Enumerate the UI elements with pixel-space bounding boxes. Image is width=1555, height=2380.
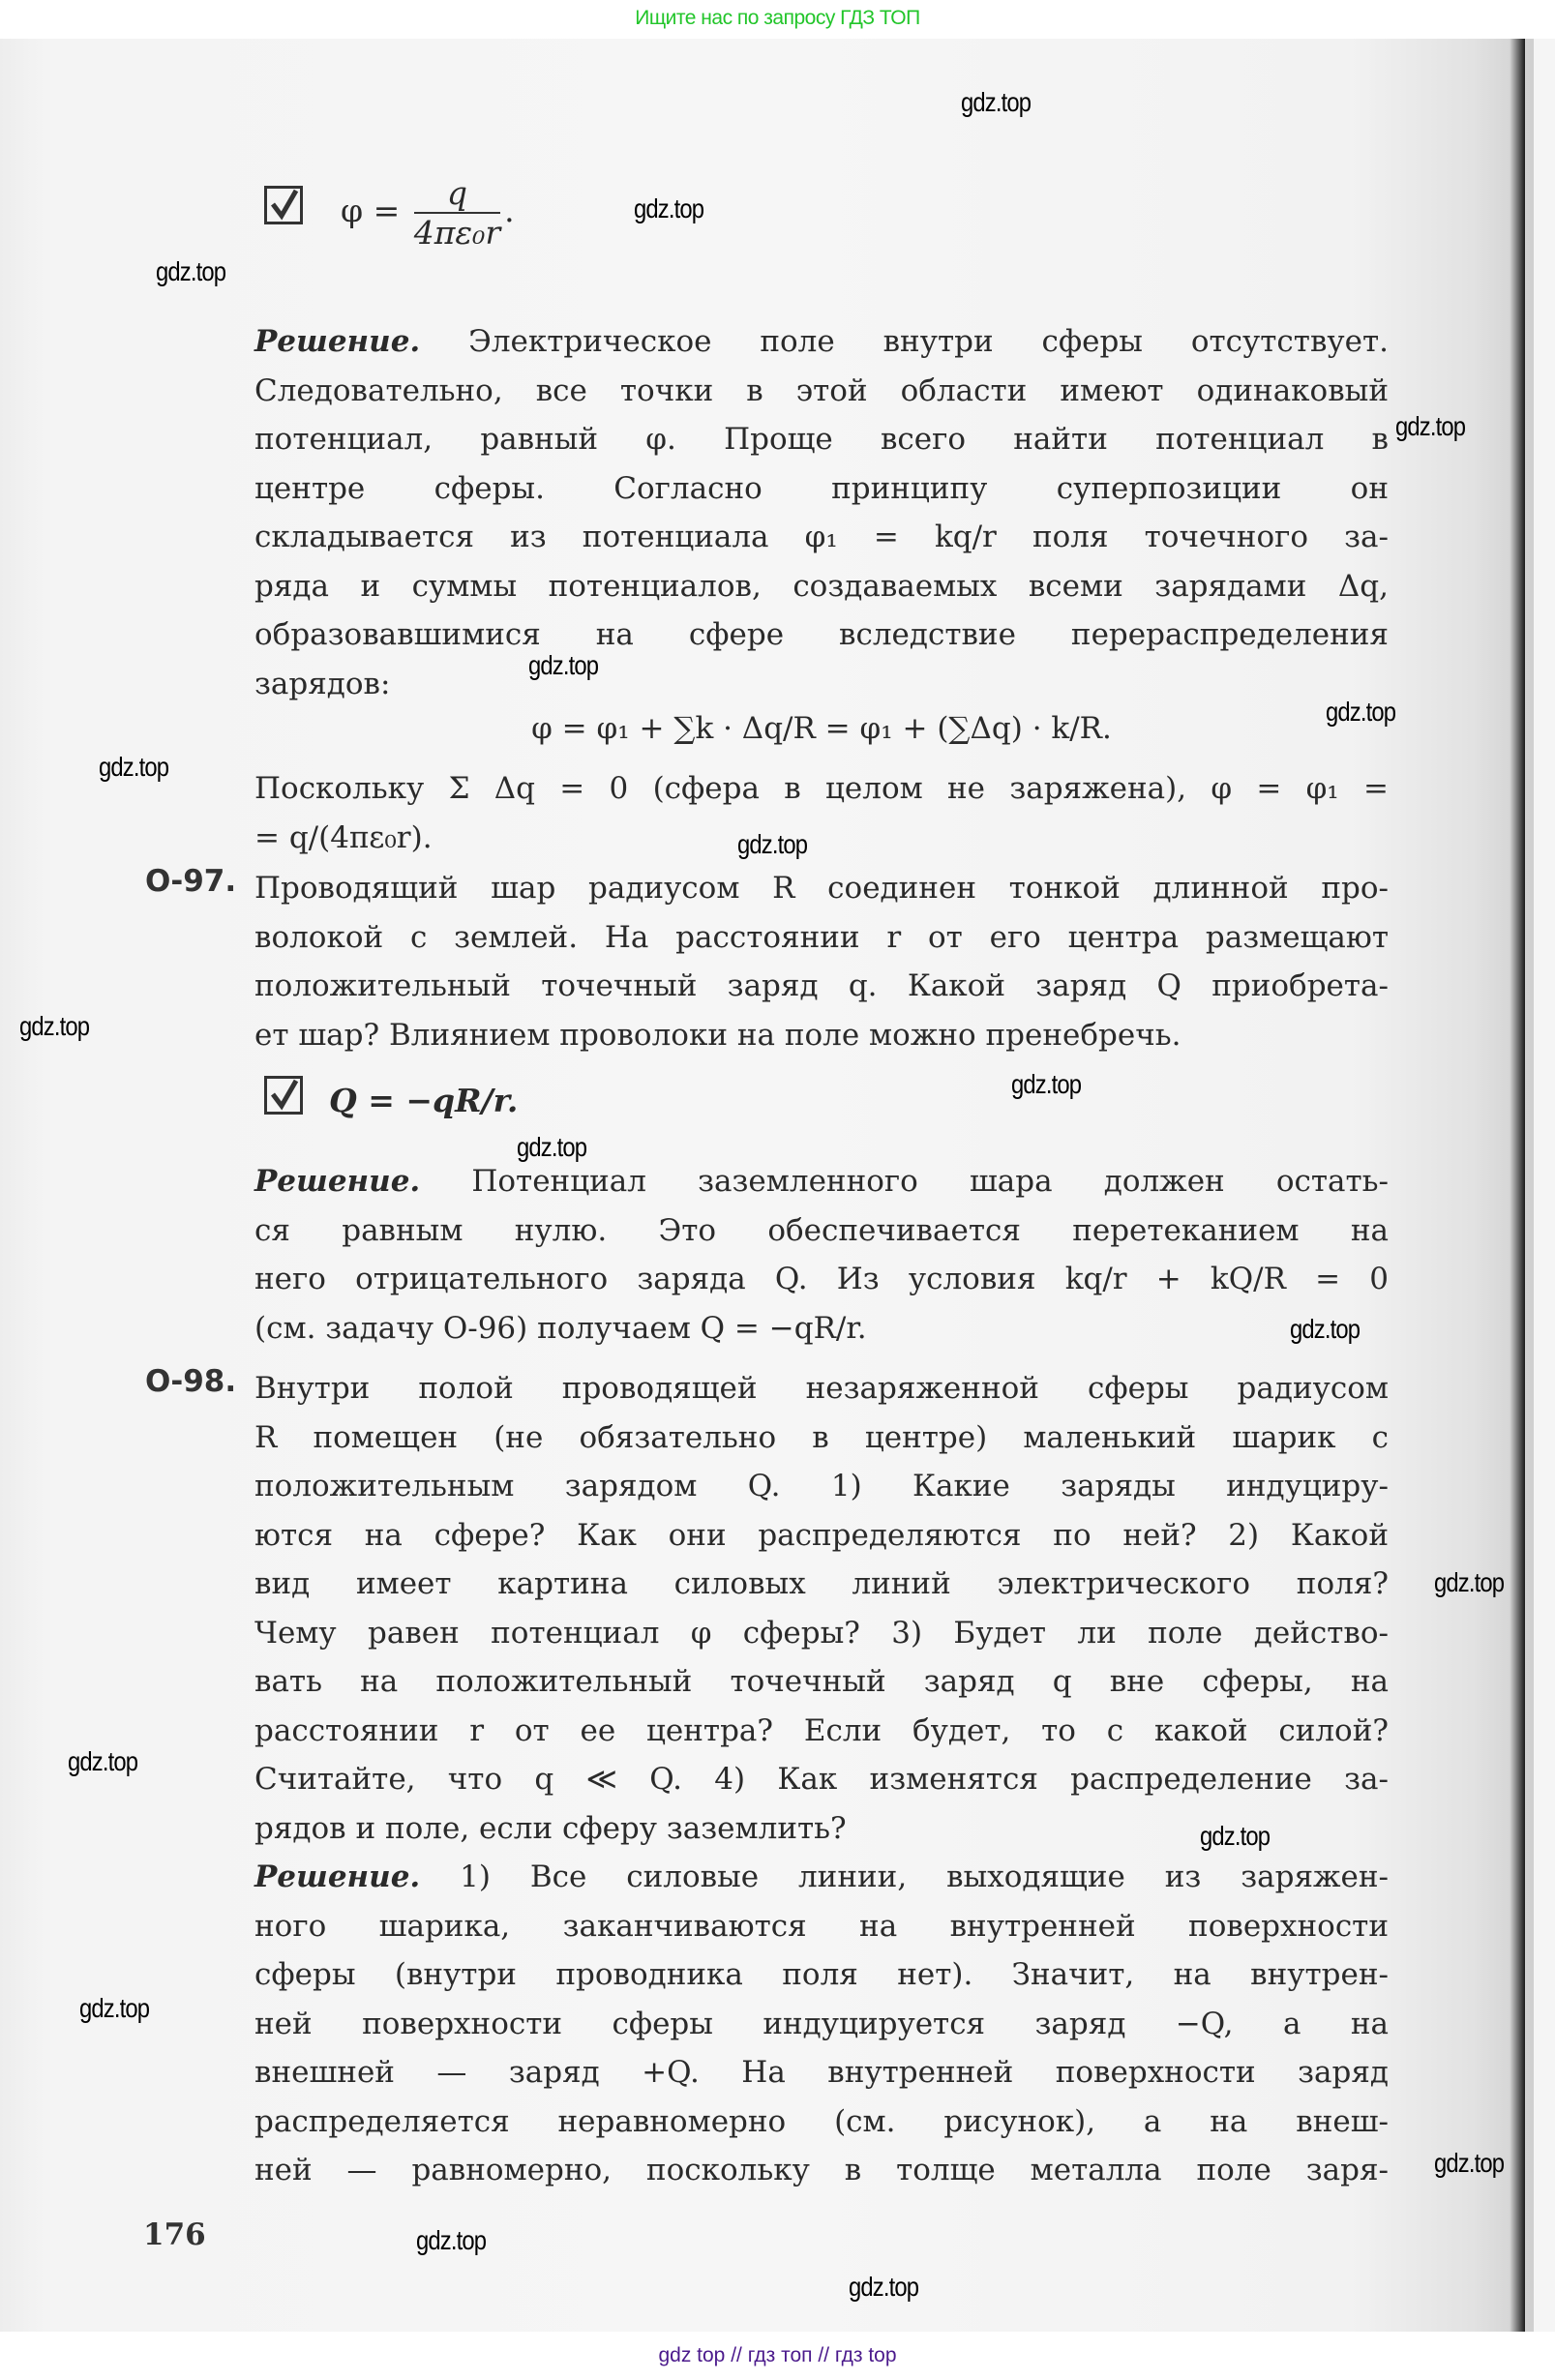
text-line: ного шарика, заканчиваются на внутренней поверхности — [254, 1908, 1389, 1944]
checkmark-icon — [264, 1076, 303, 1115]
watermark: gdz.top — [19, 1011, 90, 1041]
watermark: gdz.top — [517, 1132, 587, 1162]
solution-096-conclusion — [254, 764, 1389, 862]
watermark: gdz.top — [68, 1746, 138, 1776]
text-span: Потенциал заземленного шара должен остать- — [420, 1164, 1389, 1199]
text-line: положительный точечный заряд q. Какой заряд Q приобрета- — [254, 968, 1389, 1003]
watermark: gdz.top — [79, 1993, 150, 2023]
text-line: рядов и поле, если сферу заземлить? — [254, 1810, 847, 1846]
solution-097 — [254, 1157, 1389, 1353]
text-line: вать на положительный точечный заряд q вне сферы, на — [254, 1664, 1389, 1699]
text-line: расстоянии r от ее центра? Если будет, то с какой силой? — [254, 1712, 1389, 1748]
equation-superposition: φ = φ₁ + ∑k · Δq/R = φ₁ + (∑Δq) · k/R. — [531, 711, 1112, 746]
text-line: ются на сфере? Как они распределяются по ней? 2) Какой — [254, 1517, 1389, 1553]
banner-text: Ищите нас по запросу ГДЗ ТОП — [635, 7, 920, 29]
watermark: gdz.top — [1290, 1314, 1361, 1344]
fraction — [414, 174, 500, 252]
book-spine-shadow — [1510, 39, 1525, 2332]
text-line: волокой с землей. На расстоянии r от его центра размещают — [254, 919, 1389, 955]
text-line: образовавшимися на сфере вследствие перераспределения — [254, 617, 1389, 652]
text-line: Проводящий шар радиусом R соединен тонкой длинной про- — [254, 871, 1389, 906]
checkmark-icon — [264, 186, 303, 224]
text-line: положительным зарядом Q. 1) Какие заряды индуциру- — [254, 1469, 1389, 1503]
text-line — [254, 1157, 1389, 1206]
text-line: него отрицательного заряда Q. Из условия kq/r + kQ/R = 0 — [254, 1262, 1389, 1296]
watermark: gdz.top — [1434, 2148, 1505, 2178]
watermark: gdz.top — [849, 2272, 919, 2302]
watermark: gdz.top — [416, 2225, 487, 2255]
text-line: внешней — заряд +Q. На внутренней поверхности заряд — [254, 2055, 1389, 2090]
watermark: gdz.top — [528, 650, 599, 680]
text-line: Считайте, что q ≪ Q. 4) Как изменятся распределение за- — [254, 1762, 1389, 1797]
formula-period: . — [504, 192, 515, 229]
text-line: складывается из потенциала φ₁ = kq/r поля точечного за- — [254, 520, 1389, 554]
text-line: центре сферы. Согласно принципу суперпозиции он — [254, 470, 1389, 506]
problem-097-text — [254, 864, 1389, 1059]
text-line: зарядов: — [254, 666, 391, 701]
page-margin — [1534, 39, 1555, 2332]
text-line: потенциал, равный φ. Проще всего найти потенциал в — [254, 422, 1389, 457]
text-line: Внутри полой проводящей незаряженной сферы радиусом — [254, 1371, 1389, 1406]
watermark: gdz.top — [1395, 411, 1466, 441]
text-span: 1) Все силовые линии, выходящие из заряжен- — [420, 1859, 1389, 1894]
answer-096-formula — [341, 174, 515, 252]
watermark: gdz.top — [737, 829, 808, 859]
watermark: gdz.top — [99, 752, 169, 782]
problem-098-text — [254, 1364, 1389, 1853]
text-line: вид имеет картина силовых линий электрического поля? — [254, 1566, 1389, 1601]
watermark: gdz.top — [1326, 697, 1396, 727]
text-line — [254, 1853, 1389, 1902]
text-line: ся равным нулю. Это обеспечивается перетеканием на — [254, 1212, 1389, 1248]
fraction-denominator: 4πε₀r — [413, 214, 501, 252]
solution-label: Решение. — [254, 1859, 421, 1894]
text-span: Электрическое поле внутри сферы отсутствует. — [420, 324, 1389, 359]
solution-label: Решение. — [254, 324, 421, 359]
text-line: Чему равен потенциал φ сферы? 3) Будет ли поле действо- — [254, 1615, 1389, 1651]
text-line: ней — равномерно, поскольку в толще металла поле заря- — [254, 2153, 1389, 2187]
text-line: распределяется неравномерно (см. рисунок), а на внеш- — [254, 2103, 1389, 2139]
bottom-banner — [0, 2332, 1555, 2379]
text-line: Поскольку Σ Δq = 0 (сфера в целом не заряжена), φ = φ₁ = — [254, 771, 1389, 806]
watermark: gdz.top — [1200, 1821, 1271, 1851]
watermark: gdz.top — [634, 193, 704, 223]
footer-text: gdz top // гдз топ // гдз top — [658, 2344, 897, 2366]
solution-label: Решение. — [254, 1164, 421, 1199]
formula-lhs: φ = — [341, 192, 401, 229]
text-line: сферы (внутри проводника поля нет). Значит, на внутрен- — [254, 1957, 1389, 1992]
text-line: ней поверхности сферы индуцируется заряд −Q, а на — [254, 2006, 1389, 2041]
text-line: R помещен (не обязательно в центре) маленький шарик с — [254, 1419, 1389, 1455]
text-line: Следовательно, все точки в этой области имеют одинаковый — [254, 372, 1389, 408]
watermark: gdz.top — [156, 256, 226, 286]
text-line: ряда и суммы потенциалов, создаваемых всеми зарядами Δq, — [254, 568, 1389, 604]
problem-number-097: О-97. — [145, 864, 237, 899]
watermark: gdz.top — [1434, 1567, 1505, 1597]
text-line — [254, 317, 1389, 367]
text-line: = q/(4πε₀r). — [254, 819, 433, 855]
solution-098 — [254, 1853, 1389, 2195]
text-line: (см. задачу О-96) получаем Q = −qR/r. — [254, 1310, 867, 1346]
watermark: gdz.top — [961, 87, 1032, 117]
problem-number-098: О-98. — [145, 1364, 237, 1399]
watermark: gdz.top — [1011, 1069, 1082, 1099]
top-banner — [0, 0, 1555, 39]
page-number: 176 — [143, 2217, 206, 2252]
text-line: ет шар? Влиянием проволоки на поле можно пренебречь. — [254, 1017, 1181, 1053]
answer-097: Q = −qR/r. — [329, 1082, 519, 1119]
fraction-numerator: q — [414, 174, 500, 214]
solution-096 — [254, 317, 1389, 708]
